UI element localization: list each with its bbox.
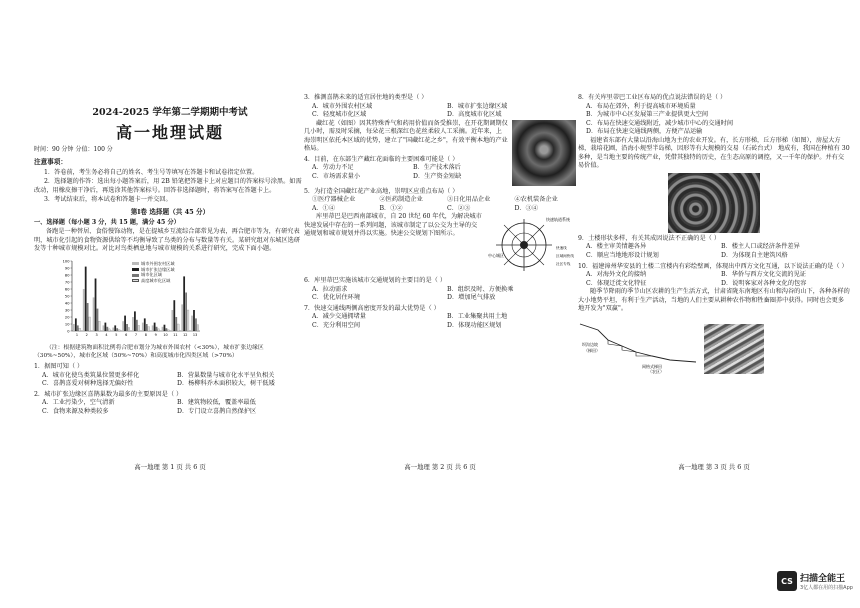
question-stem: 5．为打造全国藏红花产业高地，崇明区应重点布局（ ） xyxy=(304,187,459,195)
option[interactable]: C．喜鹊喜爱对树种选择无偏好性 xyxy=(42,380,134,388)
option[interactable]: A．拉动需求 xyxy=(312,285,348,293)
bar xyxy=(148,327,150,331)
section-heading: 一、选择题（每小题 3 分，共 15 题，满分 45 分） xyxy=(34,218,180,226)
y-tick-label: 0 xyxy=(67,329,70,334)
question-10 xyxy=(578,263,850,289)
bar xyxy=(142,323,144,331)
y-tick-label: 10 xyxy=(64,322,70,327)
option: ④农机装备企业 xyxy=(514,196,558,204)
option[interactable]: D．杨柳科乔木面积较大，树干低矮 xyxy=(177,380,275,388)
terrace-photo xyxy=(704,324,764,374)
y-tick-label: 30 xyxy=(64,308,70,313)
option[interactable]: B．生产技术落后 xyxy=(413,164,461,172)
question-stem: 10．福建漳州华安县的土楼二宜楼内有彩绘壁画，体现出中西方文化互通，以下说法正确的是（ ） xyxy=(578,262,848,270)
bar xyxy=(158,329,160,331)
notice-item: 1．答卷前，考生务必将自己的姓名、考生号等填写在答题卡和试卷指定位置。 xyxy=(44,168,259,176)
option: ②医药制造企业 xyxy=(379,196,423,204)
page-footer: 高一地理 第 2 页 共 6 页 xyxy=(404,463,476,471)
option[interactable]: D．增加尾气排放 xyxy=(447,294,496,302)
question-stem: 3．推测喜鹊未来的适宜居住地的类型是（ ） xyxy=(304,94,428,101)
x-tick-label: 8 xyxy=(144,333,147,338)
bar xyxy=(132,317,134,331)
passage: 随季节降雨的季节山区农耕的生产生活方式，甘肃省陇东南地区有山和沟谷的山下，各种各样的大小地势平坦，有利于生产活动，当地的人们主要从耕种农作物和牲畜圈养中获得。同时也会更多地开发为"双赢"。 xyxy=(578,288,850,313)
bar xyxy=(128,328,130,332)
option[interactable]: C．体现迁徙文化特征 xyxy=(586,279,647,287)
bar xyxy=(144,318,146,331)
bar xyxy=(193,310,195,331)
watermark-sub: 3亿人都在用的扫描App xyxy=(800,585,853,591)
terrace-figures xyxy=(578,316,850,374)
option: ①医疗器械企业 xyxy=(312,196,356,204)
legend-entry xyxy=(132,278,175,284)
bar xyxy=(146,324,148,331)
y-tick-label: 70 xyxy=(64,280,70,285)
legend-label: 高度城市化区域 xyxy=(141,278,171,284)
question-2 xyxy=(34,391,306,417)
options xyxy=(578,103,850,137)
question-stem: 4．目前，在东部生产藏红花面临的主要困难可能是（ ） xyxy=(304,155,459,163)
page-footer: 高一地理 第 3 页 共 6 页 xyxy=(678,463,750,471)
question-9 xyxy=(578,235,850,261)
option[interactable]: B．工业集聚共用土地 xyxy=(447,313,508,321)
page-2 xyxy=(304,92,576,464)
bar xyxy=(87,303,89,331)
legend-swatch xyxy=(132,268,139,271)
question-7 xyxy=(304,305,576,331)
question-stem: 2．城市扩张边缘区喜鹊巢数为最多的主要原因是（ ） xyxy=(34,390,183,398)
question-1 xyxy=(34,363,306,389)
options xyxy=(304,313,576,330)
legend-label: 城市扩张边缘区域 xyxy=(141,266,175,272)
options xyxy=(578,243,850,260)
options xyxy=(34,399,306,416)
bar xyxy=(75,318,77,331)
notice-item: 2．选择题的作答：选出每小题答案后，用 2B 铅笔把答题卡上对应题目的答案标号涂黑。如需改动，用橡皮擦干净后，再选涂其他答案标号。回答非选择题时，将答案写在答题卡上。 xyxy=(34,178,302,194)
terrace-sketch-svg xyxy=(578,316,698,374)
option[interactable]: A．城市化使鸟类筑巢位置更多样化 xyxy=(42,371,140,379)
bar xyxy=(85,267,87,331)
bar xyxy=(181,304,183,331)
sketch-label: （农区） xyxy=(648,368,664,374)
bar xyxy=(162,327,164,331)
bar xyxy=(173,300,175,331)
page-footer: 高一地理 第 1 页 共 6 页 xyxy=(134,463,206,471)
answer-options xyxy=(304,205,576,214)
passage: 福建省东部有大量以沿海山地为主的农业开发。有，长方形梯，丘方形梯（如图），房屋大方梯，栽培花圃，沿海小规型半岛梯，因形等有大规模的交易（石砖台式） 地成有，我国在种植有 30 多种，是当地主要的传统产业，凭借其独特的历史，在生态高原的调控，又一千年的保护。并有交易价值。 xyxy=(578,136,850,170)
option: ③日化用品企业 xyxy=(447,196,491,204)
legend-swatch xyxy=(132,274,139,277)
option[interactable]: D．布局在快速交通线两侧，方便产品运输 xyxy=(586,128,703,136)
passage: 备跑是一种替居、食俗慢饰动物，是在提城乡互流综合部常见为表，再合肥市等为，有研究表明，城市化引起的食物资源供给等不均衡导致了鸟类的分布与数量等有关。某研究组对东城区选研发等十种城市规模对比。对比对鸟类栖息地与城市规模的关系进行研究，完成下面小题。 xyxy=(34,228,301,253)
part-title: 第Ⅰ卷 选择题（共 45 分） xyxy=(130,207,210,216)
bar xyxy=(177,324,179,331)
bar xyxy=(118,330,120,331)
bar xyxy=(99,321,101,331)
bar xyxy=(138,325,140,331)
diagram-label: 区域间快线 xyxy=(556,254,574,259)
exam-meta: 时间：90 分钟 分值：100 分 xyxy=(34,146,113,154)
bar xyxy=(106,327,108,331)
transit-diagram xyxy=(486,213,576,275)
x-tick-label: 3 xyxy=(95,333,98,338)
question-stem: 1．据图可知（ ） xyxy=(34,362,84,370)
option[interactable]: D．高度城市化区域 xyxy=(447,111,502,119)
question-stem: 9．土楼形状多样，有关其成因说法不正确的是（ ） xyxy=(578,234,721,242)
bar xyxy=(93,297,95,331)
bar xyxy=(73,324,75,331)
option[interactable]: B．楼主人口或经济条件差异 xyxy=(721,243,800,251)
bar xyxy=(79,328,81,331)
bar xyxy=(175,317,177,331)
option[interactable]: B．为城市中心区发展第三产业提供更大空间 xyxy=(586,111,709,119)
question-stem: 7．快速交通线两侧高密度开发的最大优势是（ ） xyxy=(304,304,440,312)
x-tick-label: 9 xyxy=(154,333,157,338)
x-tick-label: 12 xyxy=(183,333,188,338)
chart-note: （注：根据建筑物面积比例将合肥市划分为城市外围农村（<30%），城市扩张边缘区（30%~50%），城市化区域（50%~70%）和高度城市化四类区域（>70%） xyxy=(34,345,264,359)
question-5 xyxy=(304,188,576,214)
legend-swatch xyxy=(132,279,139,282)
x-tick-label: 6 xyxy=(125,333,128,338)
option[interactable]: B．营巢数量与城市化水平呈负相关 xyxy=(177,371,275,379)
bar xyxy=(104,323,106,331)
option[interactable]: C．轻度城市化区域 xyxy=(312,111,367,119)
option[interactable]: B．建筑物较低，覆盖率最低 xyxy=(177,399,256,407)
bar xyxy=(168,330,170,331)
bar-chart-svg xyxy=(54,257,204,343)
bar-chart xyxy=(54,257,204,343)
camscanner-logo-icon: CS xyxy=(777,571,797,591)
y-tick-label: 50 xyxy=(64,294,70,299)
chart-legend xyxy=(132,261,175,284)
bar xyxy=(97,309,99,331)
legend-swatch xyxy=(132,262,139,265)
option[interactable]: D．体现功能区规划 xyxy=(447,322,502,330)
bar xyxy=(195,318,197,331)
bar xyxy=(191,316,193,331)
options xyxy=(304,164,508,181)
option[interactable]: D．生产资金短缺 xyxy=(413,172,462,180)
sketch-label: 网格式梯田 xyxy=(642,363,662,369)
option[interactable]: C．布局在快速交通线附近，减少城市中心的交通时间 xyxy=(586,119,734,127)
bar xyxy=(122,321,124,331)
x-tick-label: 1 xyxy=(75,333,79,338)
terrace-sketch xyxy=(578,316,698,374)
bar xyxy=(77,325,79,331)
bar xyxy=(95,279,97,332)
option[interactable]: A．对海外文化的接纳 xyxy=(586,271,647,279)
options xyxy=(578,271,850,288)
bar xyxy=(187,310,189,331)
bar xyxy=(183,276,185,331)
option[interactable]: D．③④ xyxy=(514,204,539,212)
option[interactable]: C．顺应当地地形设计规划 xyxy=(586,252,659,260)
sketch-label: （梯田） xyxy=(584,347,600,353)
diagram-label: 快速线 xyxy=(556,246,567,251)
option[interactable]: D．专门设立喜鹊自然保护区 xyxy=(177,407,257,415)
x-tick-label: 13 xyxy=(192,333,198,338)
bar xyxy=(116,328,118,331)
question-8 xyxy=(578,94,850,137)
bar xyxy=(112,328,114,332)
option[interactable]: D．说明客家对各种文化的包容 xyxy=(721,279,807,287)
option[interactable]: A．城市外围农村区域 xyxy=(312,102,373,110)
option[interactable]: C．充分利用空间 xyxy=(312,322,361,330)
diagram-label: 社区专线 xyxy=(556,262,571,267)
y-tick-label: 100 xyxy=(62,259,70,264)
y-tick-label: 40 xyxy=(64,301,70,306)
tulou-photo xyxy=(668,173,760,233)
options xyxy=(304,196,576,205)
legend-label: 城市外围农村区域 xyxy=(141,261,175,267)
option[interactable]: A．工业污染少，空气清新 xyxy=(42,399,115,407)
question-3 xyxy=(304,94,576,120)
x-tick-label: 2 xyxy=(85,333,88,338)
options xyxy=(34,372,306,389)
option[interactable]: A．布局在郊外，利于提高城市环境质量 xyxy=(586,102,696,110)
question-stem: 8．有关库里蒂巴工业区布局的优点说法错误的是（ ） xyxy=(578,94,727,101)
tulou-photo-wrap xyxy=(578,173,850,233)
bar xyxy=(185,293,187,332)
bar xyxy=(197,325,199,331)
option[interactable]: A．减少交通拥堵量 xyxy=(312,313,366,321)
bar xyxy=(103,325,105,331)
options xyxy=(304,286,576,303)
x-tick-label: 10 xyxy=(163,333,168,338)
options xyxy=(304,103,576,120)
option[interactable]: B．城市扩张边缘区域 xyxy=(447,102,508,110)
notice-heading: 注意事项： xyxy=(34,158,67,167)
x-tick-label: 7 xyxy=(134,333,138,338)
x-tick-label: 5 xyxy=(115,333,118,338)
y-tick-label: 20 xyxy=(64,315,70,320)
watermark-name: 扫描全能王 xyxy=(800,574,846,584)
option[interactable]: C．②③ xyxy=(447,204,471,212)
question-6 xyxy=(304,277,576,303)
option[interactable]: C．市场需求量小 xyxy=(312,172,361,180)
diagram-label: 中心城区 xyxy=(488,253,504,259)
y-tick-label: 60 xyxy=(64,287,70,292)
option[interactable]: A．劳动力不足 xyxy=(312,164,354,172)
option[interactable]: A．①④ xyxy=(312,204,336,212)
bar xyxy=(126,324,128,331)
option[interactable]: B．组织及时、方便换乘 xyxy=(447,285,514,293)
option[interactable]: B．①② xyxy=(379,204,403,212)
question-stem: 6．库里蒂巴实施该城市交通规划的主要目的是（ ） xyxy=(304,277,447,285)
subject-title: 高一地理试题 xyxy=(115,123,224,143)
bar xyxy=(164,325,166,331)
option[interactable]: A．楼主审美情趣各异 xyxy=(586,243,647,251)
legend-label: 城市化区域 xyxy=(141,272,162,278)
x-tick-label: 4 xyxy=(105,333,108,338)
exam-title: 2024-2025 学年第二学期期中考试 xyxy=(92,107,248,118)
passage: 库里蒂巴是巴西南部城市，自 20 世纪 60 年代，为解决城市快速发展中存在的一系列问题，该城市制定了以公交为主导的交通规划和城市规划并得以实施。快速公交规划下图所示。 xyxy=(304,213,482,238)
bar xyxy=(108,329,110,331)
saffron-photo xyxy=(512,120,576,186)
sketch-label: 坝沟边坡 xyxy=(582,341,598,347)
bar xyxy=(134,311,136,331)
page-1 xyxy=(34,92,306,464)
bar xyxy=(136,320,138,331)
bar xyxy=(83,289,85,331)
page-3 xyxy=(578,92,850,464)
bar xyxy=(156,327,158,331)
transit-diagram-svg xyxy=(486,213,576,275)
bar xyxy=(154,323,156,331)
option[interactable]: D．为体现自主建筑风格 xyxy=(721,252,788,260)
passage: 藏红花（如图）因其特殊香气和药用价值而备受推崇，在开花期调期仅几小时，需及时采摘，每朵花三根深红色花丝柔较人工采摘。近年来，上海崇明区依托本区域的优势，建立了"国藏红花之乡"，有效平衡本地的产业格局。 xyxy=(304,119,508,153)
bar xyxy=(114,325,116,331)
x-tick-label: 11 xyxy=(173,333,178,338)
bar xyxy=(166,328,168,331)
y-tick-label: 80 xyxy=(64,273,70,278)
bar xyxy=(152,325,154,331)
notice-item: 3．考试结束后，将本试卷和答题卡一并交回。 xyxy=(44,196,172,204)
bar xyxy=(89,317,91,331)
y-tick-label: 90 xyxy=(64,266,70,271)
bar xyxy=(171,310,173,331)
option[interactable]: C．食物来源及种类较多 xyxy=(42,407,109,415)
option[interactable]: B．华侨与西方文化交流的见证 xyxy=(721,271,806,279)
diagram-label: 快速轨道系统 xyxy=(546,217,570,223)
bar xyxy=(124,316,126,331)
option[interactable]: C．优化居住环境 xyxy=(312,294,361,302)
